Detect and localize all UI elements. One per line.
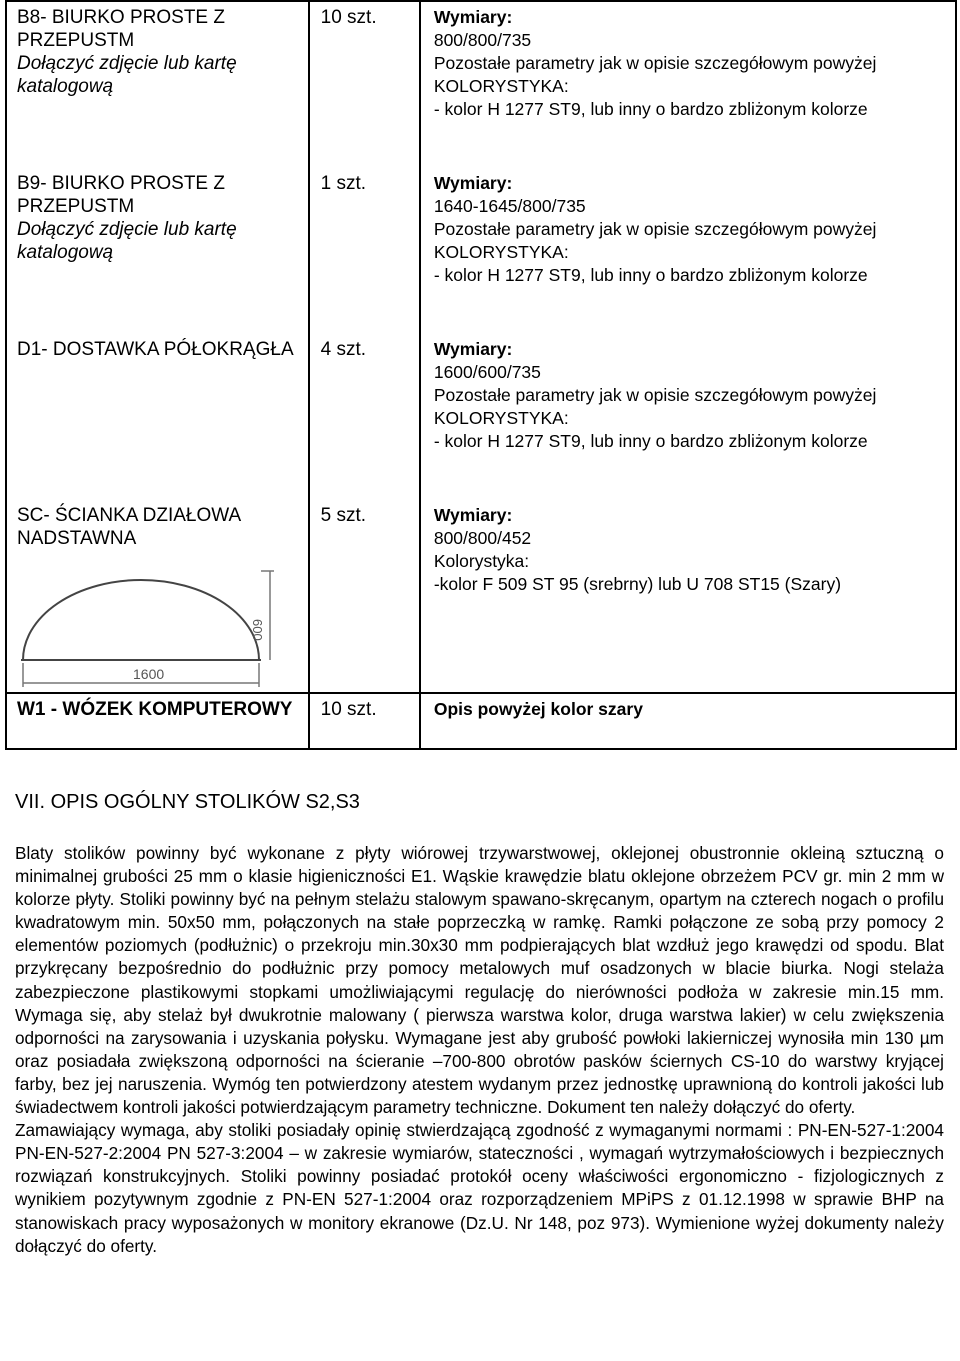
item-title: W1 - WÓZEK KOMPUTEROWY [17, 699, 293, 720]
section-heading: VII. OPIS OGÓLNY STOLIKÓW S2,S3 [15, 791, 360, 813]
half-round-table-drawing [15, 555, 275, 690]
drawing-outline [23, 580, 259, 660]
desc-column-cell [420, 1, 956, 693]
color-text: - kolor H 1277 ST9, lub inny o bardzo zbliżonym kolorze [433, 99, 868, 119]
color-heading: KOLORYSTYKA: [433, 408, 569, 428]
dimensions-heading: Wymiary: [433, 7, 513, 27]
dimensions-value: 800/800/452 [433, 528, 532, 548]
color-heading: KOLORYSTYKA: [433, 76, 569, 96]
item-title: B9- BIURKO PROSTE Z PRZEPUSTM [17, 173, 225, 217]
body-paragraph: Blaty stolików powinny być wykonane z płyty wiórowej trzywarstwowej, oklejonej obustronnie okleiną sztuczną o minimalnej grubości 25 mm o klasie higieniczności E1. Wąskie krawędzie blatu oklejone obrzeżem PCV gr. min 2 mm w kolorze płyty. Stoliki powinny być na pełnym stelażu stalowym spawano-skręcanym, opartym na czterech nogach o profilu kwadratowym min. 50x50 mm, połączonych na stałe poprzeczką w ramkę. Ramki połączone ze sobą przy pomocy 2 elementów poziomych (podłużnic) o przekroju min.30x30 mm podpierających blat wzdłuż jego krawędzi od spodu. Blat przykręcany bezpośrednio do podłużnic przy pomocy metalowych muf osadzonych w blacie biurka. Nogi stelaża zabezpieczone plastikowymi stopkami umożliwiającymi regulację do nierówności podłoża w zakresie min.15 mm. Wymaga się, aby stelaż był dwukrotnie malowany ( pierwsza warstwa kolor, druga warstwa lakier) w celu zwiększenia odporności na zarysowania i uzyskania połysku. Wymagane jest aby grubość powłoki lakierniczej wynosiła min 130 µm oraz posiadała zwiększoną odporności na ścieranie –700-800 obrotów pasków ściernych CS-10 do warstwy kryjącej farby, bez jej naruszenia. Wymóg ten potwierdzony atestem wydanym przez jednostkę uprawnioną do kontroli jakości lub świadectwem kontroli jakości potwierdzającym parametry techniczne. Dokument ten należy dołączyć do oferty. [15, 843, 944, 1118]
desc-b9 [434, 172, 955, 338]
desc-text: Opis powyżej kolor szary [433, 699, 643, 719]
color-text: - kolor H 1277 ST9, lub inny o bardzo zbliżonym kolorze [433, 265, 868, 285]
item-note: Dołączyć zdjęcie lub kartę katalogową [17, 219, 237, 263]
qty-column-cell [309, 1, 420, 693]
dimensions-heading: Wymiary: [433, 339, 513, 359]
color-text: -kolor F 509 ST 95 (srebrny) lub U 708 ST15 (Szary) [433, 574, 842, 594]
color-heading: Kolorystyka: [433, 551, 530, 571]
height-label: 600 [250, 619, 265, 641]
table-row [6, 693, 956, 749]
item-b9 [17, 172, 308, 338]
section-body [15, 842, 944, 1258]
desc-d1 [434, 338, 955, 504]
desc-w1 [420, 693, 956, 749]
width-label: 1600 [133, 666, 165, 682]
body-paragraph: Zamawiający wymaga, aby stoliki posiadały opinię stwierdzającą zgodność z wymaganymi normami : PN-EN-527-1:2004 PN-EN-527-2:2004 PN 527-3:2004 – w zakresie wymiarów, stateczności , wymagań wytrzymałościowych i bezpiecznych rozwiązań konstrukcyjnych. Stoliki powinny posiadać protokół oceny właściwości ergonomiczno - fizjologicznych z wynikiem pozytywnym zgodnie z PN-EN 527-1:2004 oraz rozporządzeniem MPiPS z 01.12.1998 w sprawie BHP na stanowiskach pracy wyposażonych w monitory ekranowe (Dz.U. Nr 148, poz 973). Wymienione wyżej dokumenty należy dołączyć do oferty. [15, 1120, 944, 1256]
params-text: Pozostałe parametry jak w opisie szczegółowym powyżej [433, 219, 877, 239]
item-title: SC- ŚCIANKA DZIAŁOWA NADSTAWNA [17, 505, 241, 549]
item-note: Dołączyć zdjęcie lub kartę katalogową [17, 53, 237, 97]
dimensions-value: 1640-1645/800/735 [433, 196, 586, 216]
item-b8 [17, 6, 308, 172]
desc-sc [434, 504, 955, 596]
dimensions-heading: Wymiary: [433, 505, 513, 525]
params-text: Pozostałe parametry jak w opisie szczegółowym powyżej [433, 53, 877, 73]
dimensions-heading: Wymiary: [433, 173, 513, 193]
qty-b8: 10 szt. [320, 7, 377, 28]
desc-b8 [434, 6, 955, 172]
dimensions-value: 1600/600/735 [433, 362, 541, 382]
qty-sc: 5 szt. [320, 505, 367, 526]
item-w1 [6, 693, 309, 749]
item-title: D1- DOSTAWKA PÓŁOKRĄGŁA [17, 339, 294, 360]
qty-value: 10 szt. [320, 699, 377, 720]
color-heading: KOLORYSTYKA: [433, 242, 569, 262]
qty-d1: 4 szt. [320, 339, 367, 360]
dimensions-value: 800/800/735 [433, 30, 532, 50]
color-text: - kolor H 1277 ST9, lub inny o bardzo zbliżonym kolorze [433, 431, 868, 451]
qty-w1 [309, 693, 420, 749]
item-title: B8- BIURKO PROSTE Z PRZEPUSTM [17, 7, 225, 51]
item-d1 [17, 338, 308, 504]
params-text: Pozostałe parametry jak w opisie szczegółowym powyżej [433, 385, 877, 405]
qty-b9: 1 szt. [320, 173, 367, 194]
